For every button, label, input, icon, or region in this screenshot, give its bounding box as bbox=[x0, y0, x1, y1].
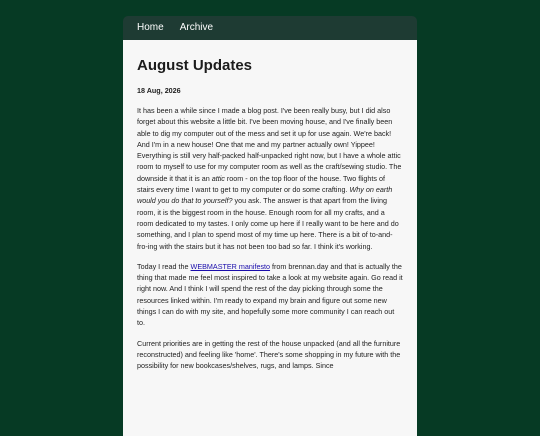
paragraph-priorities: Current priorities are in getting the rest of the house unpacked (and all the furniture reconstructed) and feeling like 'home'. There's some shopping in my future with the possibility for new bookcases/shelves, rugs, and lamps. Since bbox=[137, 338, 401, 371]
paragraph-manifesto bbox=[137, 261, 403, 329]
post-body-first bbox=[137, 105, 403, 252]
text: Everything is still very half-packed half-unpacked right now, but I have a whole attic room to myself to use for my computer room as well as the craft/sewing studio. The downside it that it is an bbox=[137, 151, 402, 183]
paragraph-intro: It has been a while since I made a blog post. I've been really busy, but I did also forget about this website a little bit. I've been moving house, and I've finally been able to dig my computer out of the mess and set it up for use again. We're back! And I'm in a new house! One that me and my partner actually own! Yippee! bbox=[137, 106, 393, 149]
webmaster-manifesto-link[interactable]: WEBMASTER manifesto bbox=[190, 261, 271, 271]
page-card bbox=[123, 16, 417, 436]
nav-home-link[interactable]: Home bbox=[137, 22, 164, 33]
nav-archive-link[interactable]: Archive bbox=[179, 22, 214, 33]
text: room - on the top floor of the house. Two flights of stairs every time I want to get to my computer or do some crafting. bbox=[137, 173, 385, 195]
post-content bbox=[123, 40, 417, 436]
emphasis-question: Why on earth would you do that to yourself? bbox=[137, 185, 393, 206]
text: you ask. The answer is that apart from the living room, it is the biggest room in the house. Enough room for all my crafts, and a room dedicated to my tastes. I only come up here if I really want to be here and do something, and I plan to spend most of my time up here. There is a bit of to-and-fro-ing with the stairs but it has not been too bad so far. I think it's working. bbox=[137, 196, 399, 251]
emphasis-attic: attic bbox=[211, 173, 225, 183]
text: from brennan.day and that is actually the thing that made me feel most inspired to take a look at my website again. Go read it right now. And I think I will spend the rest of the day picking through some the resources linked within. I'm ready to expand my brain and figure out some new things I can do with my site, and hopefully some more community I can reach out to. bbox=[137, 261, 403, 328]
paragraph-attic bbox=[137, 150, 403, 252]
text: Today I read the bbox=[137, 261, 191, 271]
post-title: August Updates bbox=[137, 57, 253, 74]
top-nav bbox=[123, 16, 417, 40]
post-date: 18 Aug, 2026 bbox=[137, 86, 181, 95]
